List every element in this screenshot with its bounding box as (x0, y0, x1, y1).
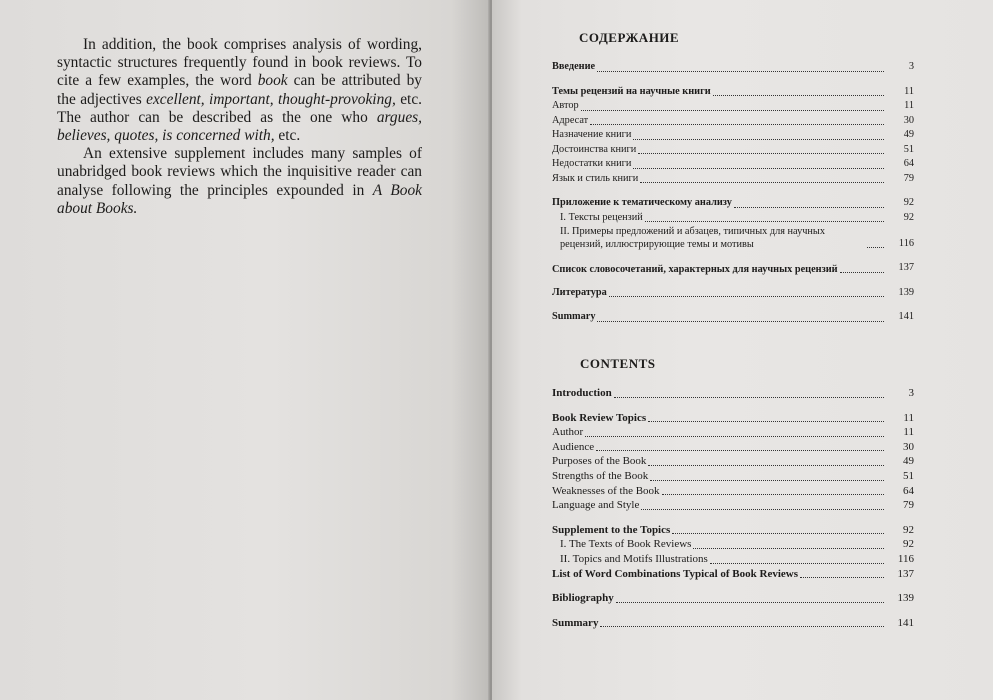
paragraph-2 (57, 145, 422, 218)
toc-en-entry (552, 386, 914, 401)
toc-en-entry-page: 3 (908, 387, 914, 399)
toc-ru-entry-title: Достоинства книги (552, 143, 637, 155)
toc-ru-entry-page: 92 (903, 197, 914, 208)
text-run: book (257, 72, 288, 90)
toc-russian-heading: СОДЕРЖАНИЕ (579, 30, 680, 45)
dot-leader (633, 138, 884, 140)
toc-en-entry-page: 49 (903, 455, 914, 468)
toc-ru-entry (552, 310, 914, 325)
section-gap (552, 401, 914, 411)
dot-leader (640, 181, 884, 183)
toc-ru-entry (552, 261, 914, 276)
section-gap (552, 300, 914, 310)
toc-ru-entry-title: Адресат (552, 114, 589, 126)
toc-en-entry (552, 498, 914, 513)
toc-ru-entry (552, 114, 914, 129)
dot-leader (662, 493, 884, 495)
toc-en-entry-title: Supplement to the Topics (552, 523, 671, 536)
toc-ru-entry-title: I. Тексты рецензий (560, 211, 643, 223)
dot-leader (840, 271, 884, 273)
dot-leader (672, 532, 884, 534)
toc-en-entry-page: 92 (903, 523, 914, 536)
dot-leader (800, 576, 884, 578)
toc-ru-entry-page: 11 (904, 85, 914, 97)
dot-leader (590, 123, 884, 125)
text-run: An extensive supplement includes many samples of unabridged book reviews which the inquisitive reader can analyse following the principles expounded in (57, 145, 422, 199)
toc-english-list (552, 386, 914, 630)
section-gap (552, 251, 914, 261)
text-run: A Book about Books. (57, 181, 422, 217)
toc-ru-entry-page: 79 (903, 172, 914, 184)
toc-en-entry-page: 139 (897, 592, 914, 605)
toc-en-entry-title: Introduction (552, 387, 612, 399)
toc-en-entry-page: 30 (903, 440, 914, 453)
toc-ru-entry-title: Введение (552, 61, 596, 72)
toc-en-entry-title: Audience (552, 440, 595, 453)
toc-en-entry (552, 552, 914, 567)
toc-ru-entry-page: 141 (898, 311, 914, 322)
section-gap (552, 276, 914, 286)
toc-en-entry (552, 425, 914, 440)
dot-leader (710, 562, 884, 564)
dot-leader (616, 601, 884, 603)
dot-leader (867, 246, 884, 248)
toc-ru-entry (552, 225, 914, 251)
toc-en-entry-page: 79 (903, 499, 914, 512)
toc-ru-entry-title: Литература (552, 286, 607, 298)
toc-en-entry (552, 537, 914, 552)
toc-ru-entry (552, 99, 914, 114)
toc-russian-list (552, 60, 914, 325)
toc-ru-entry-page: 139 (898, 286, 914, 298)
toc-ru-entry (552, 85, 914, 100)
dot-leader (597, 320, 884, 322)
dot-leader (600, 625, 884, 627)
section-gap (552, 75, 914, 85)
text-run: etc. The author can be described as the one who (57, 90, 423, 126)
dot-leader (648, 420, 884, 422)
toc-en-entry-title: Language and Style (552, 499, 640, 512)
toc-en-entry-title: Weaknesses of the Book (552, 484, 660, 497)
toc-en-entry (552, 484, 914, 499)
section-gap (552, 581, 914, 591)
toc-en-entry-page: 11 (903, 411, 914, 424)
toc-ru-entry-page: 11 (904, 100, 914, 111)
toc-en-entry-title: Summary (552, 616, 599, 629)
text-run: can be attributed by the adjectives (57, 72, 422, 108)
toc-en-entry-page: 116 (897, 552, 914, 565)
toc-en-entry (552, 567, 914, 582)
toc-en-entry-page: 11 (903, 426, 914, 439)
dot-leader (596, 449, 884, 451)
toc-en-entry-title: Purposes of the Book (552, 455, 647, 468)
toc-russian (552, 30, 914, 325)
left-page-text (57, 36, 422, 218)
toc-en-entry (552, 523, 914, 538)
toc-ru-entry-page: 137 (898, 262, 914, 273)
toc-en-entry-title: List of Word Combinations Typical of Book Reviews (552, 567, 799, 580)
toc-ru-entry (552, 157, 914, 172)
toc-ru-entry-page: 92 (903, 211, 914, 223)
toc-ru-entry-title: Приложение к тематическому анализу (552, 197, 732, 208)
toc-en-entry (552, 591, 914, 606)
toc-en-entry-title: Book Review Topics (552, 411, 647, 424)
dot-leader (597, 70, 884, 72)
dot-leader (633, 167, 884, 169)
dot-leader (641, 508, 884, 510)
dot-leader (614, 396, 884, 398)
section-gap (552, 186, 914, 196)
toc-ru-entry-page: 64 (903, 158, 914, 169)
left-page (0, 0, 490, 700)
paragraph-1 (57, 36, 422, 145)
toc-ru-entry (552, 286, 914, 301)
toc-en-entry (552, 440, 914, 455)
dot-leader (693, 547, 884, 549)
dot-leader (713, 94, 884, 96)
toc-en-entry-page: 137 (897, 567, 914, 580)
text-run: excellent, important, thought-provoking, (146, 90, 396, 108)
toc-ru-entry-title: II. Примеры предложений и абзацев, типичных для научных рецензий, иллюстрирующие темы и мотивы (560, 226, 825, 250)
toc-en-entry-page: 64 (903, 484, 914, 497)
toc-english-heading: CONTENTS (580, 356, 656, 371)
dot-leader (609, 295, 884, 297)
toc-ru-entry (552, 128, 914, 143)
toc-en-entry (552, 469, 914, 484)
toc-ru-entry-title: Список словосочетаний, характерных для научных рецензий (552, 263, 838, 275)
toc-en-entry (552, 454, 914, 469)
toc-ru-entry-title: Автор (552, 100, 579, 111)
toc-ru-entry (552, 211, 914, 226)
toc-ru-entry-title: Темы рецензий на научные книги (552, 85, 711, 97)
text-run: argues, believes, quotes, is concerned with, (57, 108, 422, 145)
dot-leader (585, 435, 884, 437)
toc-en-entry-page: 51 (903, 469, 914, 482)
dot-leader (638, 152, 884, 154)
text-run: In addition, the book comprises analysis of wording, syntactic structures frequently found in book reviews. To cite a few examples, the word (57, 36, 422, 90)
section-gap (552, 513, 914, 523)
toc-ru-entry-page: 30 (903, 114, 914, 126)
toc-ru-entry-page: 116 (898, 237, 914, 249)
toc-ru-entry-title: Назначение книги (552, 129, 632, 140)
dot-leader (648, 464, 884, 466)
toc-english (552, 356, 914, 630)
toc-ru-entry (552, 143, 914, 158)
section-gap (552, 606, 914, 616)
toc-ru-entry-page: 51 (903, 143, 914, 155)
toc-ru-entry (552, 172, 914, 187)
toc-en-entry-page: 141 (897, 616, 914, 629)
toc-en-entry-title: Strengths of the Book (552, 469, 649, 482)
toc-ru-entry-page: 3 (908, 61, 914, 72)
toc-ru-entry-title: Язык и стиль книги (552, 172, 639, 184)
toc-ru-entry (552, 196, 914, 211)
toc-en-entry-title: Bibliography (552, 592, 614, 605)
toc-en-entry-page: 92 (903, 538, 914, 551)
dot-leader (645, 220, 884, 222)
dot-leader (581, 109, 884, 111)
toc-en-entry-title: II. Topics and Motifs Illustrations (560, 552, 708, 565)
toc-en-entry (552, 411, 914, 426)
toc-ru-entry-title: Summary (552, 311, 596, 322)
dot-leader (650, 479, 884, 481)
toc-en-entry (552, 616, 914, 631)
text-run: etc. (274, 127, 301, 145)
dot-leader (734, 206, 884, 208)
toc-ru-entry-page: 49 (903, 129, 914, 140)
toc-en-entry-title: I. The Texts of Book Reviews (560, 538, 692, 551)
toc-ru-entry-title: Недостатки книги (552, 158, 632, 169)
toc-ru-entry (552, 60, 914, 75)
toc-en-entry-title: Author (552, 426, 584, 439)
